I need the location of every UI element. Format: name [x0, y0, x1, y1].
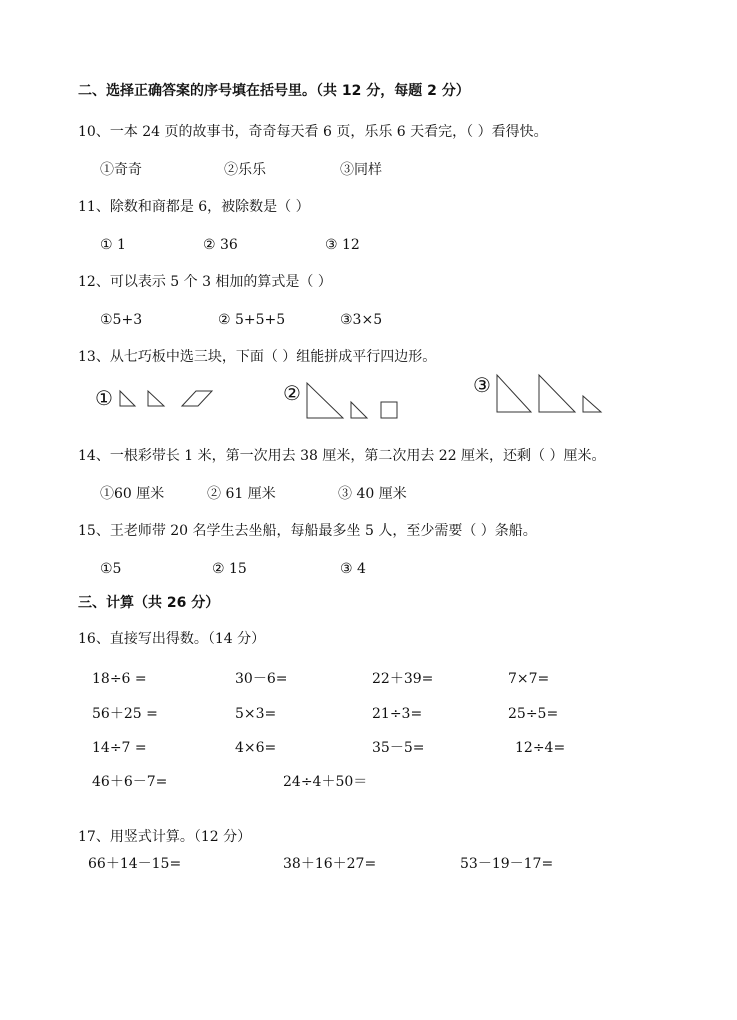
- q16-item: 14÷7 =: [92, 740, 147, 756]
- parallelogram-shape: [182, 391, 212, 406]
- q16-item: 5×3=: [235, 706, 277, 722]
- section-3-title: 三、计算（共 26 分）: [78, 595, 220, 611]
- q12-option-1: ①5+3: [100, 312, 143, 328]
- q15-option-2: ② 15: [212, 561, 247, 577]
- q16-item: 35－5=: [372, 740, 425, 756]
- large-triangle-shape: [497, 375, 531, 412]
- q13-option-1-shapes: [118, 388, 218, 412]
- large-triangle-shape: [307, 383, 343, 418]
- q11-option-2: ② 36: [203, 237, 238, 253]
- q16-item: 22＋39=: [372, 671, 434, 687]
- q16-item: 18÷6 =: [92, 671, 147, 687]
- q10-option-2: ②乐乐: [224, 162, 266, 178]
- section-2-title: 二、选择正确答案的序号填在括号里。（共 12 分，每题 2 分）: [78, 83, 470, 99]
- q15-option-3: ③ 4: [340, 561, 366, 577]
- q13-option-2-shapes: [305, 380, 405, 422]
- large-triangle-shape: [539, 375, 575, 412]
- q16-item: 12÷4=: [515, 740, 566, 756]
- q11-option-1: ① 1: [100, 237, 126, 253]
- q12-option-3: ③3×5: [340, 312, 383, 328]
- square-shape: [381, 402, 397, 418]
- q16-item: 25÷5=: [508, 706, 559, 722]
- q16-item: 7×7=: [508, 671, 550, 687]
- question-14: 14、一根彩带长 1 米，第一次用去 38 厘米，第二次用去 22 厘米，还剩（ ）厘米。: [78, 448, 606, 464]
- q14-option-1: ①60 厘米: [100, 486, 165, 502]
- q13-option-1-label: ①: [95, 386, 113, 410]
- q10-option-1: ①奇奇: [100, 162, 142, 178]
- q13-option-2-label: ②: [283, 381, 301, 405]
- small-triangle-shape: [351, 402, 367, 418]
- question-17: 17、用竖式计算。（12 分）: [78, 829, 252, 845]
- q13-option-3-shapes: [495, 372, 607, 420]
- small-triangle-shape: [148, 391, 164, 406]
- q16-item: 56＋25 =: [92, 706, 158, 722]
- question-10: 10、一本 24 页的故事书，奇奇每天看 6 页，乐乐 6 天看完，（ ）看得快。: [78, 124, 548, 140]
- small-triangle-shape: [583, 396, 601, 412]
- q15-option-1: ①5: [100, 561, 122, 577]
- q17-item: 38＋16＋27=: [283, 856, 377, 872]
- question-13: 13、从七巧板中选三块，下面（ ）组能拼成平行四边形。: [78, 349, 437, 365]
- q16-item: 30－6=: [235, 671, 288, 687]
- q16-item: 24÷4＋50＝: [283, 774, 368, 790]
- q14-option-3: ③ 40 厘米: [338, 486, 407, 502]
- q10-option-3: ③同样: [340, 162, 382, 178]
- q16-item: 4×6=: [235, 740, 277, 756]
- small-triangle-shape: [120, 391, 135, 406]
- q12-option-2: ② 5+5+5: [218, 312, 286, 328]
- q11-option-3: ③ 12: [325, 237, 360, 253]
- q17-item: 53－19－17=: [460, 856, 554, 872]
- q13-option-3-label: ③: [473, 373, 491, 397]
- question-16: 16、直接写出得数。（14 分）: [78, 631, 266, 647]
- question-11: 11、除数和商都是 6，被除数是（ ）: [78, 199, 310, 215]
- q14-option-2: ② 61 厘米: [207, 486, 276, 502]
- question-12: 12、可以表示 5 个 3 相加的算式是（ ）: [78, 274, 332, 290]
- question-15: 15、王老师带 20 名学生去坐船，每船最多坐 5 人，至少需要（ ）条船。: [78, 523, 537, 539]
- q17-item: 66＋14－15=: [88, 856, 182, 872]
- q16-item: 46＋6－7=: [92, 774, 168, 790]
- q16-item: 21÷3=: [372, 706, 423, 722]
